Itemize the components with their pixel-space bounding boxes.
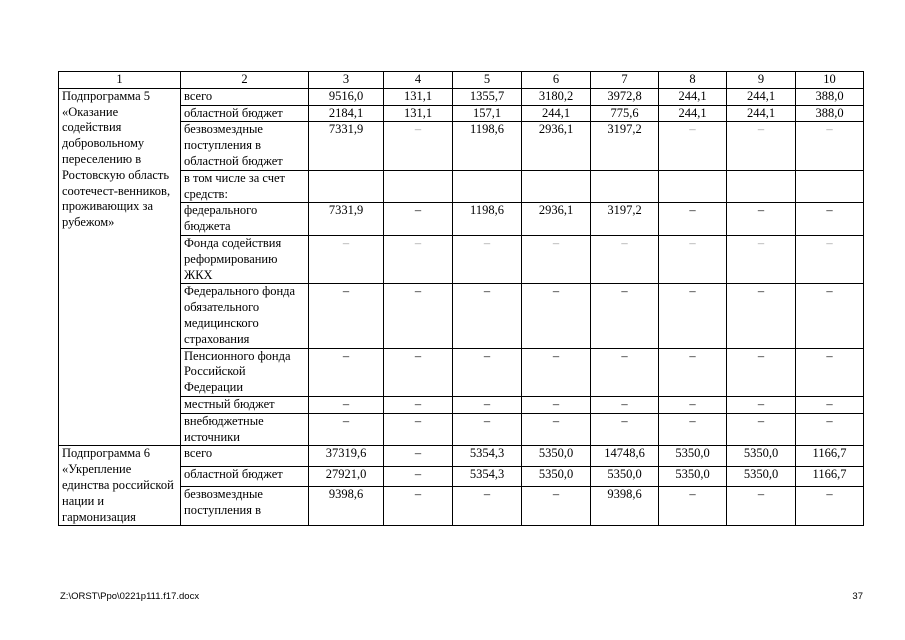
amount-cell	[309, 170, 384, 203]
amount-cell	[384, 170, 453, 203]
funding-source: внебюджетные источники	[181, 413, 309, 446]
amount-cell: –	[796, 486, 864, 525]
amount-cell: –	[659, 122, 727, 170]
amount-cell: –	[727, 486, 796, 525]
column-header: 10	[796, 72, 864, 89]
amount-cell: 1355,7	[453, 88, 522, 105]
subprogram-name: Подпрограмма 6 «Укрепление единства российской нации и гармонизация	[59, 446, 181, 526]
funding-source: областной бюджет	[181, 105, 309, 122]
funding-source: всего	[181, 446, 309, 466]
amount-cell: 5350,0	[522, 466, 591, 486]
column-header: 7	[591, 72, 659, 89]
page-number: 37	[852, 591, 863, 602]
amount-cell: –	[796, 122, 864, 170]
amount-cell: 9398,6	[309, 486, 384, 525]
amount-cell: 3197,2	[591, 122, 659, 170]
amount-cell: –	[796, 348, 864, 396]
amount-cell: 5350,0	[591, 466, 659, 486]
amount-cell: –	[796, 203, 864, 236]
amount-cell: 5350,0	[522, 446, 591, 466]
amount-cell: –	[384, 486, 453, 525]
amount-cell: –	[796, 396, 864, 413]
amount-cell: –	[659, 348, 727, 396]
amount-cell: 5354,3	[453, 466, 522, 486]
amount-cell: –	[384, 466, 453, 486]
amount-cell: –	[522, 486, 591, 525]
amount-cell	[727, 170, 796, 203]
amount-cell: 388,0	[796, 105, 864, 122]
amount-cell: 5350,0	[727, 446, 796, 466]
file-path: Z:\ORST\Ppo\0221p111.f17.docx	[60, 591, 200, 602]
column-header: 4	[384, 72, 453, 89]
amount-cell: 244,1	[727, 105, 796, 122]
amount-cell: 9398,6	[591, 486, 659, 525]
column-header: 9	[727, 72, 796, 89]
amount-cell: 2936,1	[522, 203, 591, 236]
amount-cell: 131,1	[384, 88, 453, 105]
amount-cell: –	[309, 413, 384, 446]
amount-cell: –	[522, 396, 591, 413]
amount-cell: 37319,6	[309, 446, 384, 466]
amount-cell	[453, 170, 522, 203]
amount-cell: 2936,1	[522, 122, 591, 170]
amount-cell: –	[384, 348, 453, 396]
amount-cell: –	[591, 396, 659, 413]
amount-cell: –	[453, 235, 522, 283]
amount-cell: –	[727, 396, 796, 413]
amount-cell: –	[384, 396, 453, 413]
funding-source: Пенсионного фонда Российской Федерации	[181, 348, 309, 396]
amount-cell: –	[453, 348, 522, 396]
funding-source: всего	[181, 88, 309, 105]
amount-cell: –	[453, 284, 522, 348]
amount-cell: 3972,8	[591, 88, 659, 105]
amount-cell: –	[659, 235, 727, 283]
financing-table	[58, 71, 864, 526]
amount-cell: 14748,6	[591, 446, 659, 466]
amount-cell: 1166,7	[796, 446, 864, 466]
funding-source: безвозмездные поступления в	[181, 486, 309, 525]
amount-cell: –	[309, 396, 384, 413]
amount-cell: –	[309, 235, 384, 283]
amount-cell: –	[796, 413, 864, 446]
amount-cell: 27921,0	[309, 466, 384, 486]
amount-cell	[796, 170, 864, 203]
amount-cell: –	[659, 284, 727, 348]
amount-cell: –	[309, 348, 384, 396]
funding-source: в том числе за счет средств:	[181, 170, 309, 203]
amount-cell: –	[384, 203, 453, 236]
amount-cell: 244,1	[659, 105, 727, 122]
amount-cell: 3180,2	[522, 88, 591, 105]
funding-source: безвозмездные поступления в областной бюджет	[181, 122, 309, 170]
amount-cell: –	[659, 413, 727, 446]
amount-cell: 388,0	[796, 88, 864, 105]
amount-cell: –	[727, 235, 796, 283]
amount-cell: –	[727, 284, 796, 348]
amount-cell: 244,1	[727, 88, 796, 105]
amount-cell: –	[384, 122, 453, 170]
amount-cell: 2184,1	[309, 105, 384, 122]
amount-cell: –	[522, 413, 591, 446]
amount-cell: 9516,0	[309, 88, 384, 105]
amount-cell: –	[659, 203, 727, 236]
amount-cell: –	[384, 284, 453, 348]
amount-cell: –	[453, 413, 522, 446]
amount-cell: –	[453, 396, 522, 413]
amount-cell: –	[659, 486, 727, 525]
amount-cell	[522, 170, 591, 203]
funding-source: Федерального фонда обязательного медицинского страхования	[181, 284, 309, 348]
amount-cell: 5350,0	[727, 466, 796, 486]
funding-source: федерального бюджета	[181, 203, 309, 236]
column-header: 6	[522, 72, 591, 89]
amount-cell: 5354,3	[453, 446, 522, 466]
amount-cell: –	[727, 203, 796, 236]
amount-cell: –	[384, 413, 453, 446]
column-header: 8	[659, 72, 727, 89]
table-row	[59, 446, 864, 466]
amount-cell: –	[522, 235, 591, 283]
amount-cell	[591, 170, 659, 203]
amount-cell: 131,1	[384, 105, 453, 122]
amount-cell: 7331,9	[309, 122, 384, 170]
funding-source: Фонда содействия реформированию ЖКХ	[181, 235, 309, 283]
amount-cell: –	[453, 486, 522, 525]
table-row	[59, 88, 864, 105]
amount-cell: 1166,7	[796, 466, 864, 486]
subprogram-name: Подпрограмма 5 «Оказание содействия добровольному переселению в Ростовскую область соотечест-венников, проживающих за рубежом»	[59, 88, 181, 446]
amount-cell: –	[796, 235, 864, 283]
amount-cell: –	[591, 235, 659, 283]
amount-cell: –	[727, 413, 796, 446]
amount-cell: –	[384, 235, 453, 283]
amount-cell: –	[727, 348, 796, 396]
amount-cell: –	[796, 284, 864, 348]
amount-cell: –	[659, 396, 727, 413]
amount-cell: –	[522, 348, 591, 396]
amount-cell: –	[522, 284, 591, 348]
amount-cell: 5350,0	[659, 466, 727, 486]
column-header: 2	[181, 72, 309, 89]
amount-cell: 3197,2	[591, 203, 659, 236]
amount-cell: 5350,0	[659, 446, 727, 466]
amount-cell: 244,1	[522, 105, 591, 122]
column-header: 5	[453, 72, 522, 89]
amount-cell: 1198,6	[453, 203, 522, 236]
amount-cell: –	[591, 413, 659, 446]
amount-cell: 7331,9	[309, 203, 384, 236]
amount-cell: –	[591, 348, 659, 396]
amount-cell: 775,6	[591, 105, 659, 122]
header-row	[59, 72, 864, 89]
funding-source: областной бюджет	[181, 466, 309, 486]
amount-cell	[659, 170, 727, 203]
amount-cell: –	[591, 284, 659, 348]
amount-cell: –	[384, 446, 453, 466]
amount-cell: 157,1	[453, 105, 522, 122]
amount-cell: –	[727, 122, 796, 170]
column-header: 1	[59, 72, 181, 89]
table-body	[59, 72, 864, 526]
amount-cell: –	[309, 284, 384, 348]
column-header: 3	[309, 72, 384, 89]
amount-cell: 244,1	[659, 88, 727, 105]
funding-source: местный бюджет	[181, 396, 309, 413]
amount-cell: 1198,6	[453, 122, 522, 170]
